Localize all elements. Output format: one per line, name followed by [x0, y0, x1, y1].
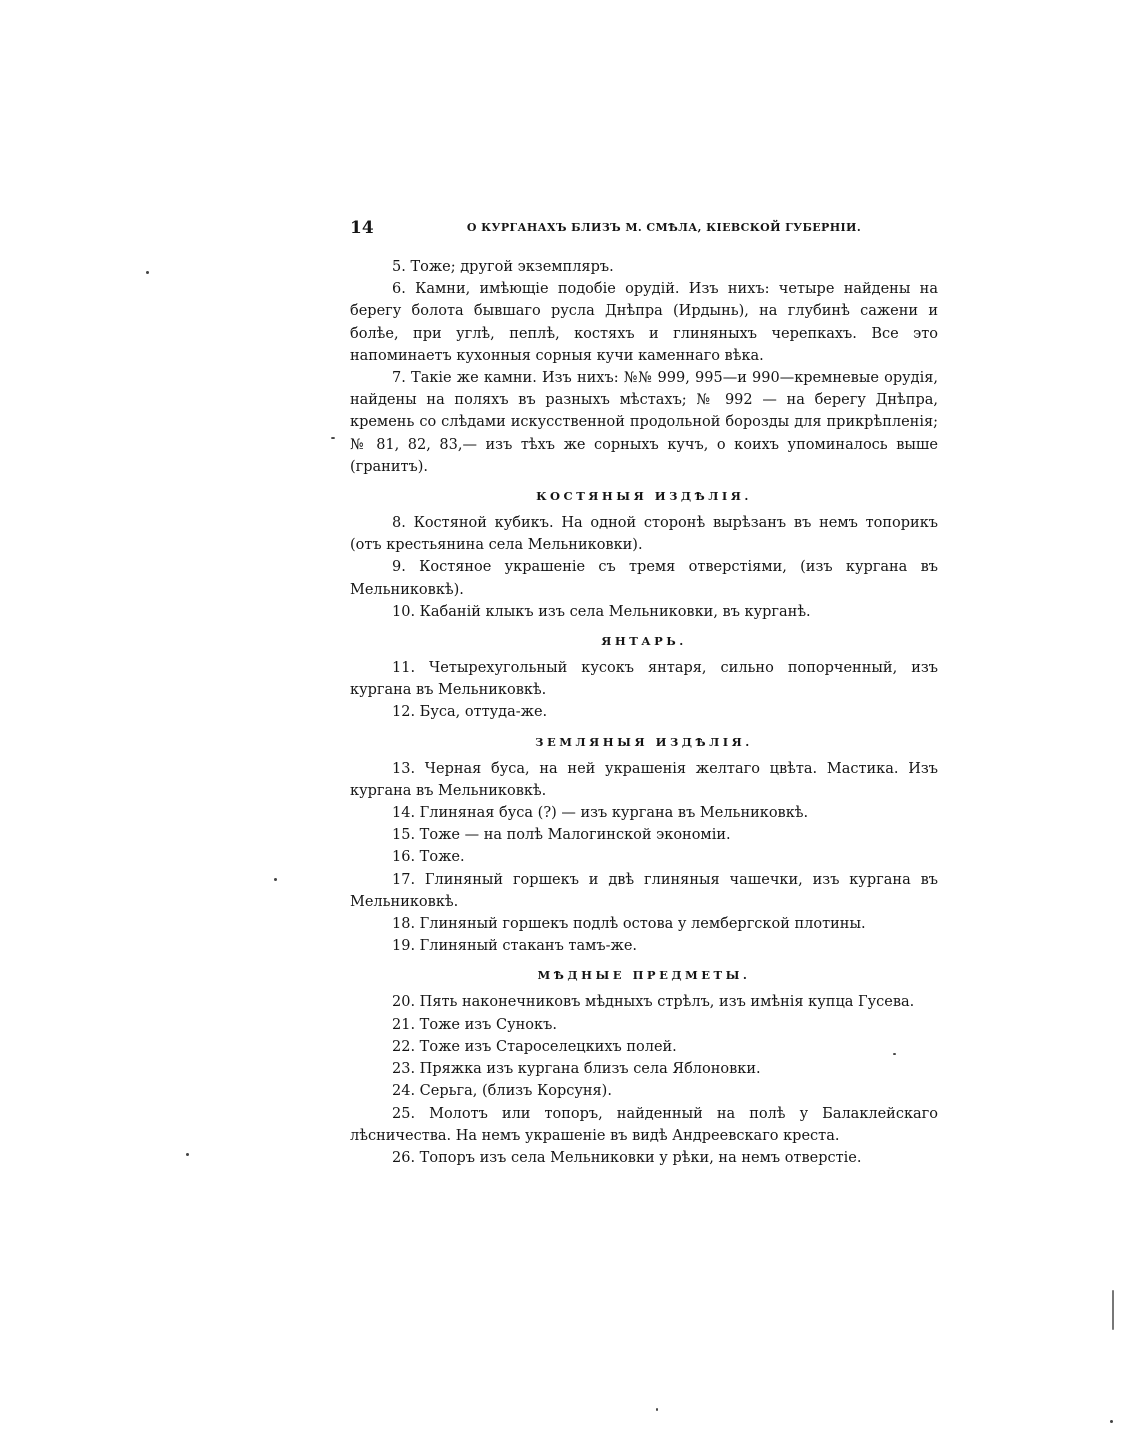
- catalogue-entry: 9. Костяное украшеніе съ тремя отверстіями, (изъ кургана въ Мельниковкѣ).: [350, 559, 938, 598]
- catalogue-entry: 20. Пять наконечниковъ мѣдныхъ стрѣлъ, изъ имѣнія купца Гусева.: [392, 994, 915, 1011]
- catalogue-entry: 18. Глиняный горшекъ подлѣ остова у лембергской плотины.: [392, 916, 866, 933]
- catalogue-entry: 26. Топоръ изъ села Мельниковки у рѣки, на немъ отверстіе.: [392, 1149, 862, 1166]
- book-page: [350, 218, 938, 1169]
- catalogue-entry: 10. Кабаній клыкъ изъ села Мельниковки, въ курганѣ.: [392, 603, 811, 620]
- catalogue-entry: 23. Пряжка изъ кургана близъ села Яблоновки.: [392, 1061, 761, 1078]
- section-heading: МѢДНЫЕ ПРЕДМЕТЫ.: [537, 968, 751, 983]
- running-head: [350, 218, 938, 240]
- catalogue-entry: 8. Костяной кубикъ. На одной сторонѣ вырѣзанъ въ немъ топорикъ (отъ крестьянина села Мельниковки).: [350, 515, 938, 554]
- catalogue-entry: 17. Глиняный горшекъ и двѣ глиняныя чашечки, изъ кургана въ Мельниковкѣ.: [350, 871, 938, 910]
- scan-speck: [1110, 1420, 1113, 1423]
- catalogue-entry: 11. Четырехугольный кусокъ янтаря, сильно попорченный, изъ кургана въ Мельниковкѣ.: [350, 660, 938, 699]
- scan-speck: [893, 1053, 896, 1055]
- page-number: 14: [350, 218, 374, 238]
- catalogue-entry: 22. Тоже изъ Староселецкихъ полей.: [392, 1038, 677, 1055]
- scan-speck: [186, 1153, 189, 1156]
- catalogue-entry: 6. Камни, имѣющіе подобіе орудій. Изъ нихъ: четыре найдены на берегу болота бывшаго русла Днѣпра (Ирдынь), на глубинѣ сажени и болѣе, при углѣ, пеплѣ, костяхъ и глиняныхъ черепкахъ. Все это напоминаетъ кухонныя сорныя кучи каменнаго вѣка.: [350, 281, 938, 364]
- catalogue-entry: 25. Молотъ или топоръ, найденный на полѣ у Балаклейскаго лѣсничества. На немъ украшеніе въ видѣ Андреевскаго креста.: [350, 1105, 938, 1144]
- scan-speck: [1112, 1290, 1114, 1330]
- catalogue-entry: 14. Глиняная буса (?) — изъ кургана въ Мельниковкѣ.: [392, 805, 809, 822]
- catalogue-entry: 13. Черная буса, на ней украшенія желтаго цвѣта. Мастика. Изъ кургана въ Мельниковкѣ.: [350, 760, 938, 799]
- section-heading: ЯНТАРЬ.: [601, 634, 687, 649]
- section-heading: ЗЕМЛЯНЫЯ ИЗДѢЛІЯ.: [535, 734, 753, 749]
- scan-speck: [146, 271, 149, 274]
- catalogue-entry: 19. Глиняный стаканъ тамъ-же.: [392, 938, 638, 955]
- catalogue-entry: 15. Тоже — на полѣ Малогинской экономіи.: [392, 827, 731, 844]
- scan-speck: [331, 437, 335, 439]
- catalogue-entry: 21. Тоже изъ Сунокъ.: [392, 1016, 557, 1033]
- running-title: О КУРГАНАХЪ БЛИЗЪ М. СМѢЛА, КІЕВСКОЙ ГУБЕРНІИ.: [466, 221, 862, 234]
- scan-speck: [656, 1408, 658, 1411]
- section-heading: КОСТЯНЫЯ ИЗДѢЛІЯ.: [536, 489, 752, 504]
- catalogue-entry: 16. Тоже.: [392, 849, 465, 866]
- catalogue-entry: 5. Тоже; другой экземпляръ.: [392, 259, 614, 275]
- catalogue-entry: 12. Буса, оттуда-же.: [392, 704, 548, 721]
- catalogue-entry: 7. Такіе же камни. Изъ нихъ: №№ 999, 995—и 990—кремневые орудія, найдены на поляхъ въ разныхъ мѣстахъ; № 992 — на берегу Днѣпра, кремень со слѣдами искусственной продольной борозды для прикрѣпленія; № 81, 82, 83,— изъ тѣхъ же сорныхъ кучъ, о коихъ упоминалось выше (гранитъ).: [350, 370, 938, 475]
- catalogue-entries: [350, 256, 938, 1169]
- scan-speck: [274, 878, 277, 881]
- catalogue-entry: 24. Серьга, (близъ Корсуня).: [392, 1083, 612, 1100]
